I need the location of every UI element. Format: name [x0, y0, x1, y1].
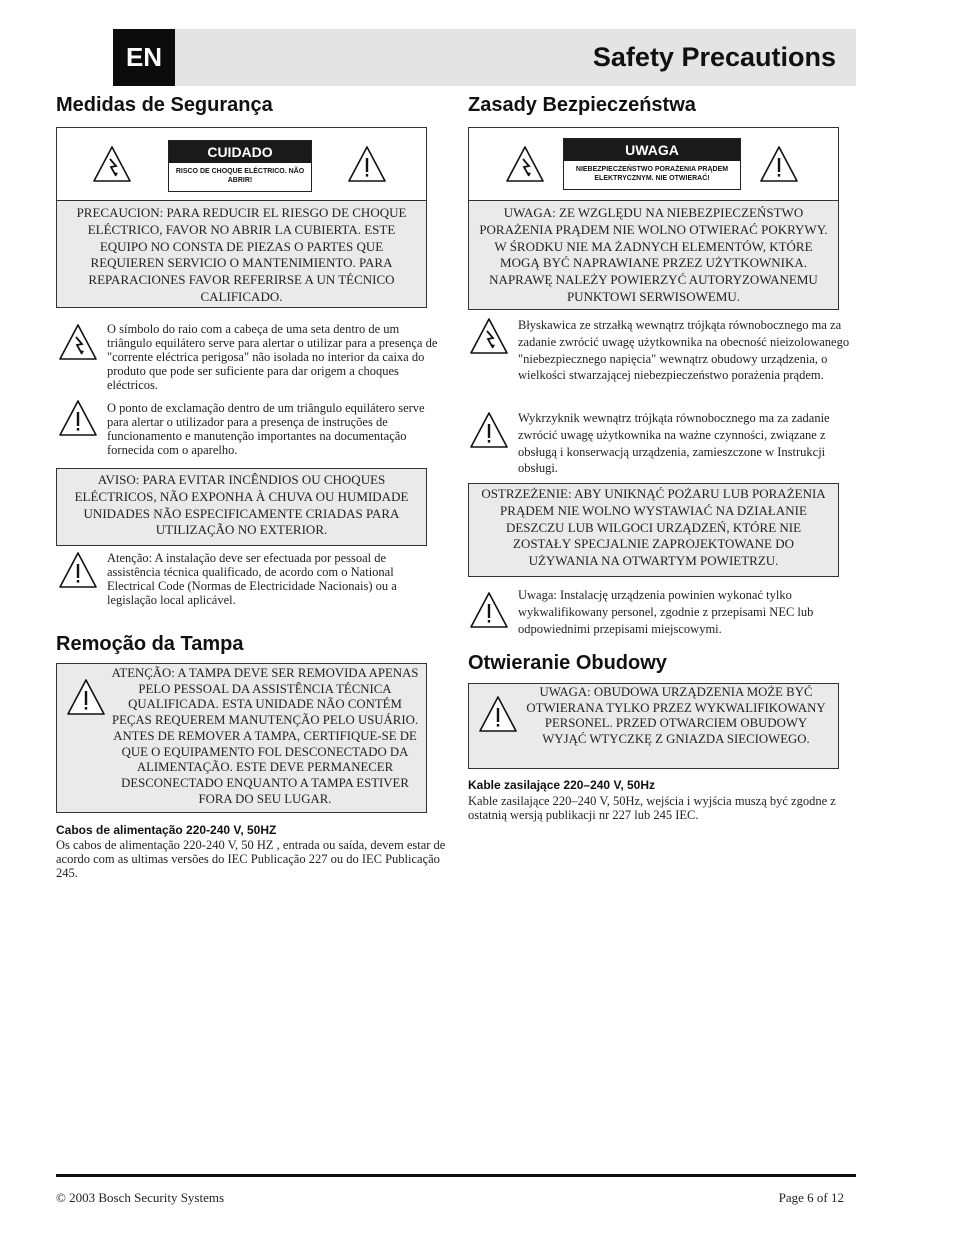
pt-cover-warning-text: ATENÇÃO: A TAMPA DEVE SER REMOVIDA APENAS PELO PESSOAL DA ASSISTÊNCIA TÉCNICA QUALIFICADA. ESTA UNIDADE NÃO CONTÉM PEÇAS REQUEREM MANUTENÇÃO PELO USUÁRIO. ANTES DE REMOVER A TAMPA, CERTIFIQUE-SE DE QUE O EQUIPAMENTO FOL DESCONECTADO DA ALIMENTAÇÃO. ESTE DEVE PERMANECER DESCONECTADO ENQUANTO A TAMPA ESTIVER FORA DO SEU LUGAR. — [111, 666, 419, 806]
pt-lightning-description: O símbolo do raio com a cabeça de uma seta dentro de um triângulo equilátero serve para alertar o utilizar para a presença de "corrente eléctrica perigosa" não isolada no interior da caixa do produto que pode ser suficiente para dar origem a choques eléctricos. — [107, 322, 438, 392]
pl-warning-text: OSTRZEŻENIE: ABY UNIKNĄĆ POŻARU LUB PORAŻENIA PRĄDEM NIE WOLNO WYSTAWIAĆ NA DZIAŁANIE DESZCZU LUB WILGOCI URZĄDZEŃ, KTÓRE NIE ZOSTAŁY SPECJALNIE ZAPROJEKTOWANE DO UŻYWANIA NA OTWARTYM POWIETRZU. — [481, 486, 826, 569]
pt-caution-text: PRECAUCION: PARA REDUCIR EL RIESGO DE CHOQUE ELÉCTRICO, FAVOR NO ABRIR LA CUBIERTA. ESTE EQUIPO NO CONSTA DE PIEZAS O PARTES QUE REQUIEREN SERVICIO O MANTENIMIENTO. PARA REPARACIONES FAVOR REFERIRSE A UN TÉCNICO CALIFICADO. — [76, 205, 407, 304]
caution-label: CUIDADO — [169, 141, 311, 163]
pl-power-heading: Kable zasilające 220–240 V, 50Hz — [468, 778, 656, 792]
pt-caution-box — [56, 127, 427, 308]
exclamation-warning-icon — [58, 550, 98, 590]
page-title: Safety Precautions — [592, 42, 836, 72]
pl-exclamation-description: Wykrzyknik wewnątrz trójkąta równobocznego ma za zadanie zwrócić uwagę użytkownika na ważne czynności, związane z obsługą i konserwacją urządzenia, zamieszczone w Instrukcji obsługi. — [518, 411, 830, 476]
pt-installation-note: Atenção: A instalação deve ser efectuada por pessoal de assistência técnica qualificado, de acordo com o National Electrical Code (Normas de Electricidade Nacionais) ou a legislação local aplicável. — [107, 551, 397, 607]
footer-page-number: Page 6 of 12 — [778, 1190, 844, 1205]
pl-caution-text: UWAGA: ZE WZGLĘDU NA NIEBEZPIECZEŃSTWO PORAŻENIA PRĄDEM NIE WOLNO OTWIERAĆ POKRYWY. W ŚRODKU NIE MA ŻADNYCH ELEMENTÓW, KTÓRE MOGĄ BYĆ NAPRAWIANE PRZEZ UŻYTKOWNIKA. NAPRAWĘ NALEŻY POWIERZYĆ AUTORYZOWANEMU PUNKTOWI SERWISOWEMU. — [479, 205, 828, 304]
footer-rule — [56, 1174, 856, 1177]
caution-label-plate — [168, 140, 312, 192]
lightning-warning-icon — [469, 316, 509, 356]
lightning-warning-icon — [505, 144, 545, 184]
exclamation-warning-icon — [469, 410, 509, 450]
exclamation-warning-icon — [469, 590, 509, 630]
pt-section-heading: Medidas de Segurança — [56, 94, 273, 116]
pl-power-text: Kable zasilające 220–240 V, 50Hz, wejścia i wyjścia muszą być zgodne z ostatnią wersją publikacji nr 227 lub 245 IEC. — [468, 794, 836, 822]
pl-cover-warning-text: UWAGA: OBUDOWA URZĄDZENIA MOŻE BYĆ OTWIERANA TYLKO PRZEZ WYKWALIFIKOWANY PERSONEL. PRZED OTWARCIEM OBUDOWY WYJĄĆ WTYCZKĘ Z GNIAZDA SIECIOWEGO. — [526, 685, 826, 747]
exclamation-warning-icon — [478, 694, 518, 734]
pl-caution-box — [468, 127, 839, 310]
pt-caution-sign — [57, 128, 426, 201]
pl-section-heading: Zasady Bezpieczeństwa — [468, 94, 696, 116]
pl-cover-heading: Otwieranie Obudowy — [468, 652, 667, 674]
pl-caution-sign — [469, 128, 838, 201]
pl-lightning-description: Błyskawica ze strzałką wewnątrz trójkąta równobocznego ma za zadanie zwrócić uwagę użytkownika na obecność nieizolowanego "niebezpiecznego napięcia" wewnątrz obudowy urządzenia, o wielkości stwarzającej niebezpieczeństwo porażenia prądem. — [518, 318, 850, 383]
caution-sublabel: NIEBEZPIECZEŃSTWO PORAŻENIA PRĄDEM ELEKTRYCZNYM. NIE OTWIERAĆ! — [575, 166, 729, 182]
exclamation-warning-icon — [347, 144, 387, 184]
pt-cover-warning-box — [56, 663, 427, 813]
lightning-warning-icon — [58, 322, 98, 362]
exclamation-warning-icon — [66, 677, 106, 717]
language-badge: EN — [113, 29, 175, 86]
footer-copyright: © 2003 Bosch Security Systems — [56, 1190, 225, 1205]
pt-exclamation-description: O ponto de exclamação dentro de um triângulo equilátero serve para alertar o utilizador para a presença de instruções de funcionamento e manutenção importantes na documentação fornecida com o aparelho. — [107, 401, 425, 457]
caution-sublabel: RISCO DE CHOQUE ELÉCTRICO. NÃO ABRIR! — [175, 168, 305, 184]
exclamation-warning-icon — [759, 144, 799, 184]
pt-warning-text: AVISO: PARA EVITAR INCÊNDIOS OU CHOQUES ELÉCTRICOS, NÃO EXPONHA À CHUVA OU HUMIDADE UNIDADES NÃO ESPECIFICAMENTE CRIADAS PARA UTILIZAÇÃO NO EXTERIOR. — [74, 472, 409, 538]
pl-cover-warning-box — [468, 683, 839, 769]
pt-power-text: Os cabos de alimentação 220-240 V, 50 HZ , entrada ou saída, devem estar de acordo com as ultimas versões do IEC Publicação 227 ou do IEC Publicação 245. — [56, 838, 446, 880]
pt-power-heading: Cabos de alimentação 220-240 V, 50HZ — [56, 823, 277, 837]
pt-warning-box — [56, 468, 427, 546]
lightning-warning-icon — [92, 144, 132, 184]
pt-cover-heading: Remoção da Tampa — [56, 633, 244, 655]
caution-label-plate — [563, 138, 741, 190]
pl-warning-box — [468, 483, 839, 577]
exclamation-warning-icon — [58, 398, 98, 438]
pl-installation-note: Uwaga: Instalację urządzenia powinien wykonać tylko wykwalifikowany personel, zgodnie z przepisami NEC lub odpowiednimi przepisami miejscowymi. — [518, 588, 814, 636]
caution-label: UWAGA — [564, 139, 740, 161]
